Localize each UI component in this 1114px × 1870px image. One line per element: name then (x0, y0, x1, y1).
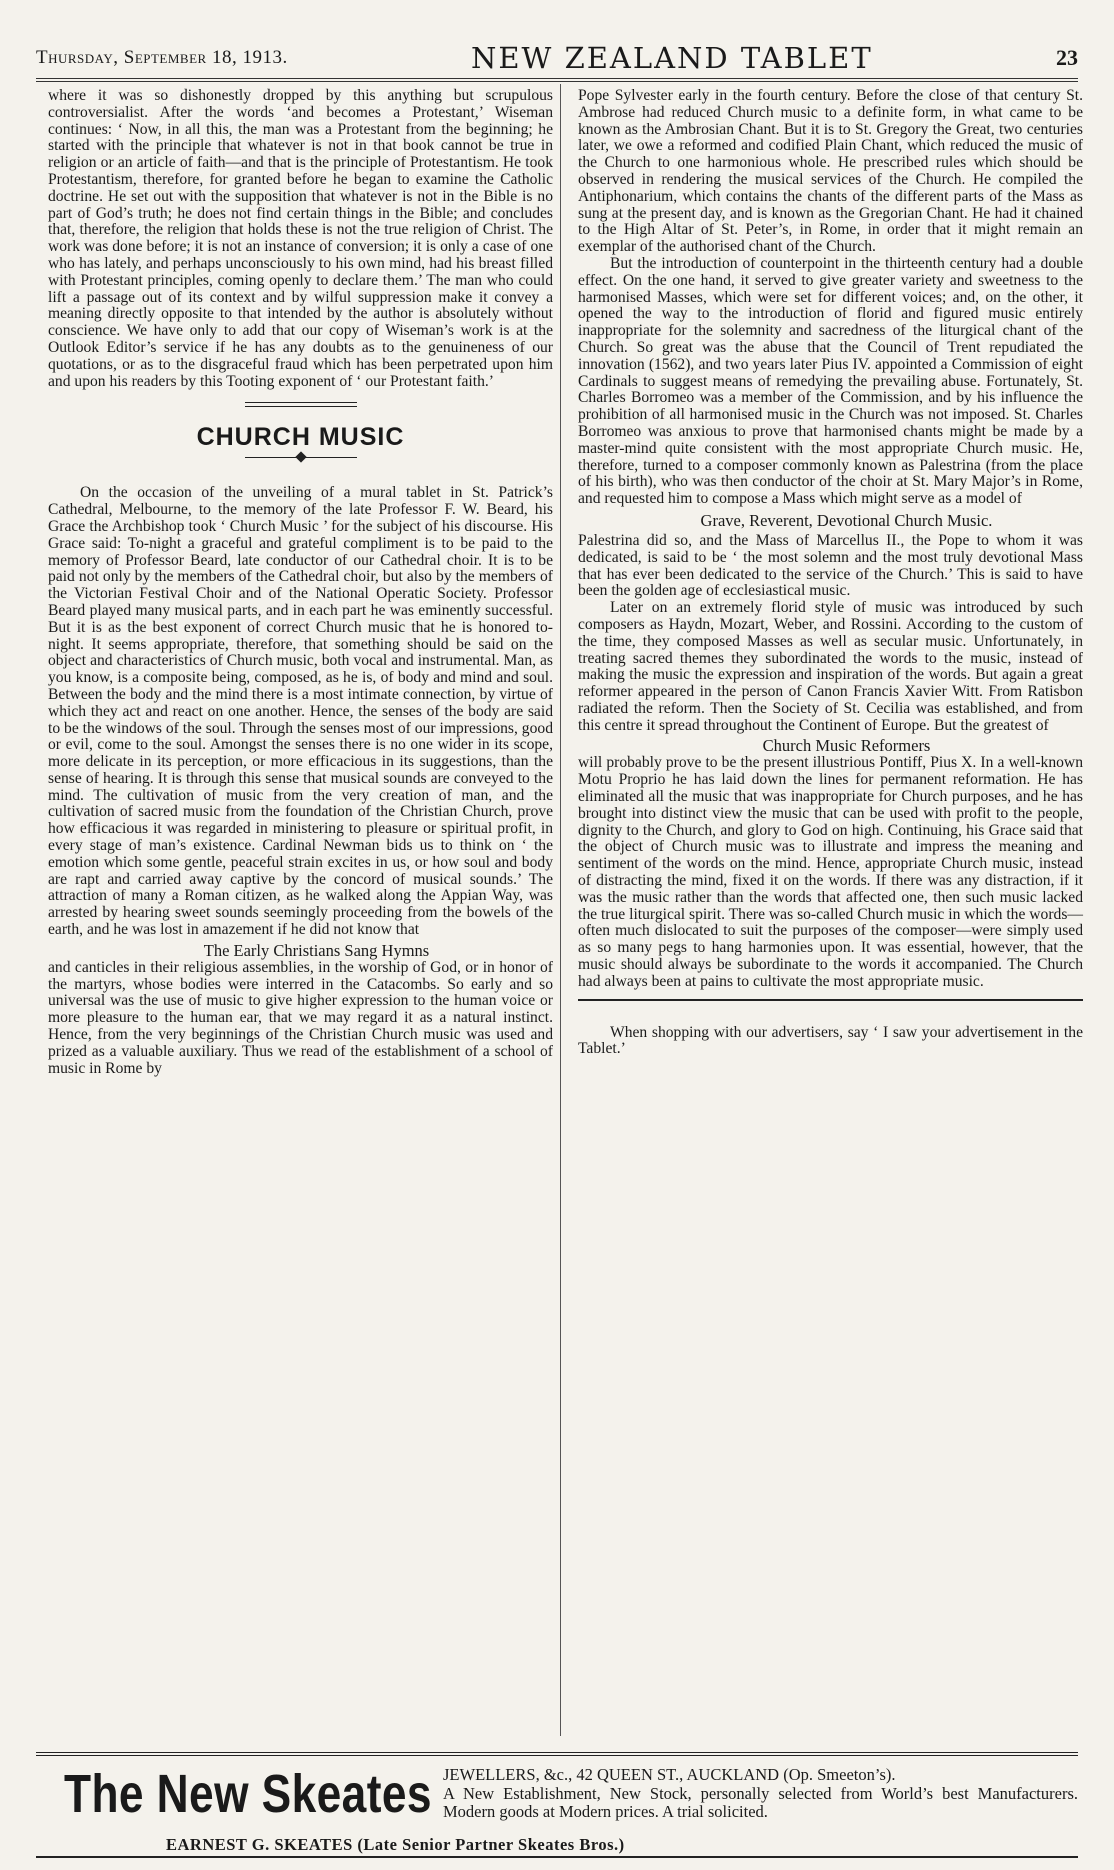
church-music-paragraph: On the occasion of the unveiling of a mural tablet in St. Patrick’s Cathedral, Melbourne, to the memory of the late Professor F. W. Beard, his Grace the Archbishop took ‘ Church Music ’ for the subject of his discourse. His Grace said: To-night a graceful and grateful compliment is to be paid to the memory of Professor Beard, late conductor of our Cathedral choir. It is to be paid not only by the members of the Cathedral choir, but also by the members of the Victorian Festival Choir and of the National Operatic Society. Professor Beard played many musical parts, and in each part he was eminently successful. But it is as the best exponent of correct Church music that he is honored to-night. It seems appropriate, therefore, that something should be said on the object and characteristics of Church music, both vocal and instrumental. Man, as you know, is a composite being, composed, as he is, of body and mind and soul. Between the body and the mind there is a most intimate connection, by virtue of which they act and react on one another. Hence, the senses of the body are said to be the windows of the soul. Through the senses most of our impressions, good or evil, come to the soul. Amongst the senses there is no one wider in its scope, more delicate in its perception, or more efficacious in its suggestions, than the sense of hearing. It is through this sense that musical sounds are conveyed to the mind. The cultivation of music from the very creation of man, and the cultivation of sacred music from the foundation of the Christian Church, prove how efficacious it was regarded in ministering to pleasure or spiritual profit, in every stage of man’s existence. Cardinal Newman bids us to think on ‘ the emotion which some gentle, peaceful strain excites in us, or how soul and body are rapt and carried away captive by the concord of musical sounds.’ The attraction of many a Roman citizen, as he walked along the Appian Way, was arrested by hearing sweet sounds seemingly proceeding from the bowels of the earth, and he was lost in amazement if he did not know that (48, 484, 553, 939)
advertiser-brand: The New Skeates (64, 1764, 432, 1824)
subheading-devotional-music: Grave, Reverent, Devotional Church Music. (700, 510, 993, 530)
masthead (36, 38, 1078, 78)
advertisement-rule (36, 1856, 1078, 1858)
advertisement-description: A New Establishment, New Stock, personally selected from World’s best Manufacturers. Modern goods at Modern prices. A trial solicited. (443, 1783, 1078, 1821)
shopping-note: When shopping with our advertisers, say ‘ I saw your advertisement in the Tablet.’ (578, 1023, 1083, 1058)
subheading-reformers: Church Music Reformers (762, 736, 931, 756)
advertisement-address: JEWELLERS, &c., 42 QUEEN ST., AUCKLAND (Op. Smeeton’s). (443, 1765, 896, 1784)
church-music-paragraph: will probably prove to be the present illustrious Pontiff, Pius X. In a well-known Motu Proprio he has laid down the lines for permanent reformation. He has eliminated all the music that was inappropriate for Church purposes, and he has brought into distinct view the music that can be used with profit to the people, dignity to the Church, and glory to God on high. Continuing, his Grace said that the object of Church music was to illustrate and impress the meaning and sentiment of the words on the mind. Hence, appropriate Church music, instead of distracting the mind, fixed it on the words. If there was any distraction, if it was the music rather than the words that affected one, then such music lacked the true liturgical spirit. There was so-called Church music in which the words—often much dislocated to suit the purposes of the composer—were simply used as so many pegs to hang harmonies upon. It was essential, however, that the music should always be subordinate to the words it accompanied. The Church had always been at pains to cultivate the most appropriate music. (578, 754, 1083, 990)
advertisement-copy (443, 1766, 1078, 1822)
masthead-rule (36, 78, 1078, 82)
issue-date: Thursday, September 18, 1913. (36, 47, 288, 68)
church-music-paragraph: and canticles in their religious assemblies, in the worship of God, or in honor of the martyrs, whose bodies were interred in the Catacombs. So early and so universal was the use of music to give higher expression to the human voice or more pleasure to the human ear, that we may regard it as a natural instinct. Hence, from the very beginnings of the Christian Church music was used and prized as a valuable auxiliary. Thus we read of the establishment of a school of music in Rome by (48, 958, 553, 1077)
church-music-paragraph: Later on an extremely florid style of music was introduced by such composers as Haydn, Mozart, Weber, and Rossini. According to the custom of the time, they composed Masses as well as secular music. Unfortunately, in treating sacred themes they subordinated the words to the music, instead of making the music the expression and inspiration of the words. But again a great reformer appeared in the person of Canon Francis Xavier Witt. From Ratisbon radiated the reform. Then the Society of St. Cecilia was established, and from this centre it spread throughout the Continent of Europe. But the greatest of (578, 599, 1083, 734)
right-column (578, 88, 1083, 1058)
section-heading: CHURCH MUSIC (196, 423, 405, 452)
church-music-paragraph: Pope Sylvester early in the fourth century. Before the close of that century St. Ambrose had reduced Church music to a definite form, in what came to be known as the Ambrosian Chant. But it is to St. Gregory the Great, two centuries later, we owe a reformed and codified Plain Chant, which reduced the music of the Church to one harmonious whole. He prescribed rules which should be observed in rendering the musical services of the Church. He compiled the Antiphonarium, which contains the chants of the different parts of the Mass as sung at the present day, and is known as the Gregorian Chant. He had it chained to the High Altar of St. Peter’s, in Rome, in order that it might remain an exemplar of the authorised chant of the Church. (578, 87, 1083, 256)
church-music-paragraph: Palestrina did so, and the Mass of Marcellus II., the Pope to whom it was dedicated, is said to be ‘ the most solemn and the most truly devotional Mass that has ever been dedicated to the service of the Church.’ This is said to have been the golden age of ecclesiastical music. (578, 531, 1083, 600)
subheading-early-christians: The Early Christians Sang Hymns (203, 940, 430, 960)
advertisement-rule (36, 1752, 1078, 1756)
column-divider (560, 84, 561, 1736)
advertisement-proprietor: EARNEST G. SKEATES (Late Senior Partner Skeates Bros.) (166, 1835, 625, 1854)
advertisement (36, 1752, 1078, 1870)
page-number: 23 (1055, 45, 1078, 70)
left-column (48, 88, 553, 1077)
article-continuation: where it was so dishonestly dropped by this anything but scrupulous controversialist. After the words ‘and becomes a Protestant,’ Wiseman continues: ‘ Now, in all this, the man was a Protestant from the beginning; he started with the principle that whatever is not in that book cannot be true in religion or an article of faith—and that is the principle of Protestantism. He took Protestantism, therefore, for granted before he began to examine the Catholic doctrine. He set out with the supposition that whatever is not in the Bible is no part of God’s truth; he does not find certain things in the Bible; and concludes that, therefore, the religion that holds these is not the true religion of Christ. The work was done before; it is not an instance of conversion; it is only a case of one who has lately, and perhaps unconsciously to his own mind, had his breast filled with Protestant principles, coming openly to declare them.’ The man who could lift a passage out of its context and by wilful suppression make it convey a meaning directly opposite to that intended by the author is absolutely without conscience. We have only to add that our copy of Wiseman’s work is at the Outlook Editor’s service if he has any doubts as to the genuineness of our quotations, or as to the disgraceful fraud which has been perpetrated upon him and upon his readers by this Tooting exponent of ‘ our Protestant faith.’ (48, 87, 553, 390)
newspaper-title: NEW ZEALAND TABLET (471, 41, 873, 75)
church-music-paragraph: But the introduction of counterpoint in the thirteenth century had a double effect. On the one hand, it served to give greater variety and sweetness to the harmonised Masses, which were set for different voices; and, on the other, it opened the way to the introduction of florid and figured music entirely inappropriate for the solemnity and sacredness of the liturgical chant of the Church. So great was the abuse that the Council of Trent repudiated the innovation (1562), and two years later Pius IV. appointed a Commission of eight Cardinals to suggest means of remedying the prevailing abuse. Fortunately, St. Charles Borromeo was a member of the Commission, and by his influence the prohibition of all harmonised music in the Church was not imposed. St. Charles Borromeo was anxious to prove that harmonised chants might be made by a master-mind quite consistent with the most appropriate Church music. He, therefore, turned to a composer commonly known as Palestrina (from the place of his birth), who was then conductor of the choir at St. Mary Major’s in Rome, and requested him to compose a Mass which might serve as a model of (578, 254, 1083, 508)
heading-ornament (245, 453, 357, 463)
